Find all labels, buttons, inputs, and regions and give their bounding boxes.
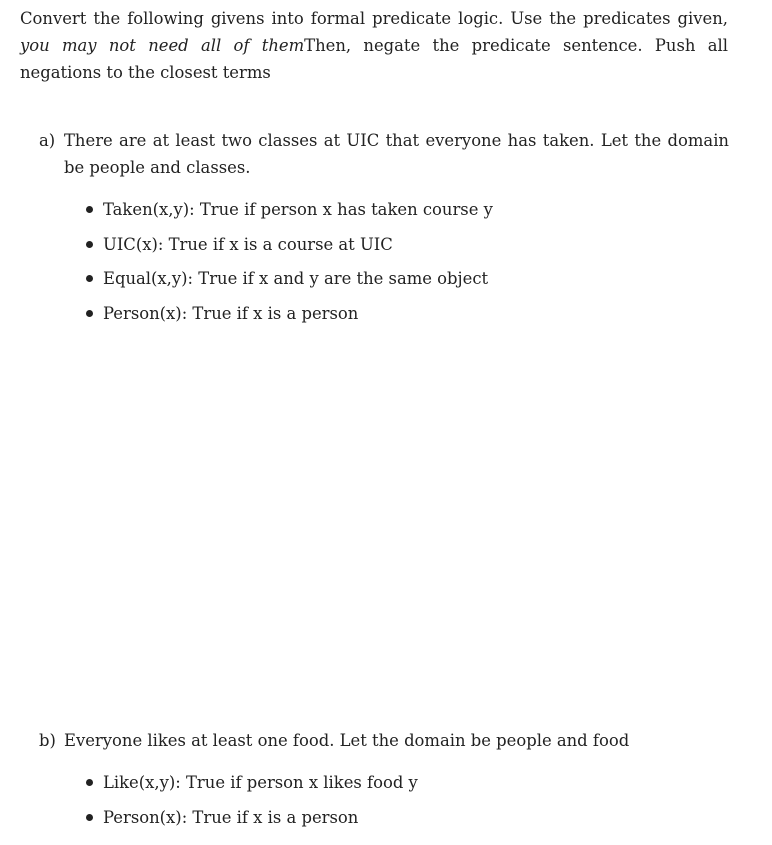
bullet-icon [86, 310, 93, 317]
predicate-text: Person(x): True if x is a person [103, 303, 359, 323]
instructions-text-2: Then, negate the predicate sentence. Push all negations to the closest terms [20, 36, 728, 82]
problem-a-statement: There are at least two classes at UIC that everyone has taken. Let the domain be people and classes. [64, 131, 729, 177]
problem-b-letter: b) [39, 731, 56, 750]
problem-b-statement-row [39, 727, 729, 754]
predicate-text: Equal(x,y): True if x and y are the same object [103, 269, 489, 288]
predicate-text: Person(x): True if x is a person [103, 807, 359, 827]
predicate-item [39, 231, 729, 258]
problem-b-predicate-list [39, 769, 729, 831]
predicate-text: Taken(x,y): True if person x has taken course y [103, 200, 493, 219]
problem-b [39, 727, 729, 838]
bullet-icon [86, 814, 93, 821]
predicate-text: Like(x,y): True if person x likes food y [103, 773, 418, 792]
instructions-italic-text: you may not need all of them [20, 36, 305, 55]
problem-a [39, 127, 729, 334]
predicate-item [39, 300, 729, 327]
instructions-paragraph [20, 5, 728, 86]
bullet-icon [86, 779, 93, 786]
problem-a-letter: a) [39, 131, 56, 150]
predicate-item [39, 804, 729, 831]
predicate-item [39, 769, 729, 796]
instructions-text-1: Convert the following givens into formal predicate logic. Use the predicates given, [20, 9, 728, 28]
bullet-icon [86, 275, 93, 282]
predicate-item [39, 265, 729, 292]
problem-a-statement-row [39, 127, 729, 181]
predicate-text: UIC(x): True if x is a course at UIC [103, 234, 393, 254]
problem-b-statement: Everyone likes at least one food. Let the domain be people and food [64, 731, 630, 750]
bullet-icon [86, 241, 93, 248]
predicate-item [39, 196, 729, 223]
problem-a-predicate-list [39, 196, 729, 327]
bullet-icon [86, 206, 93, 213]
